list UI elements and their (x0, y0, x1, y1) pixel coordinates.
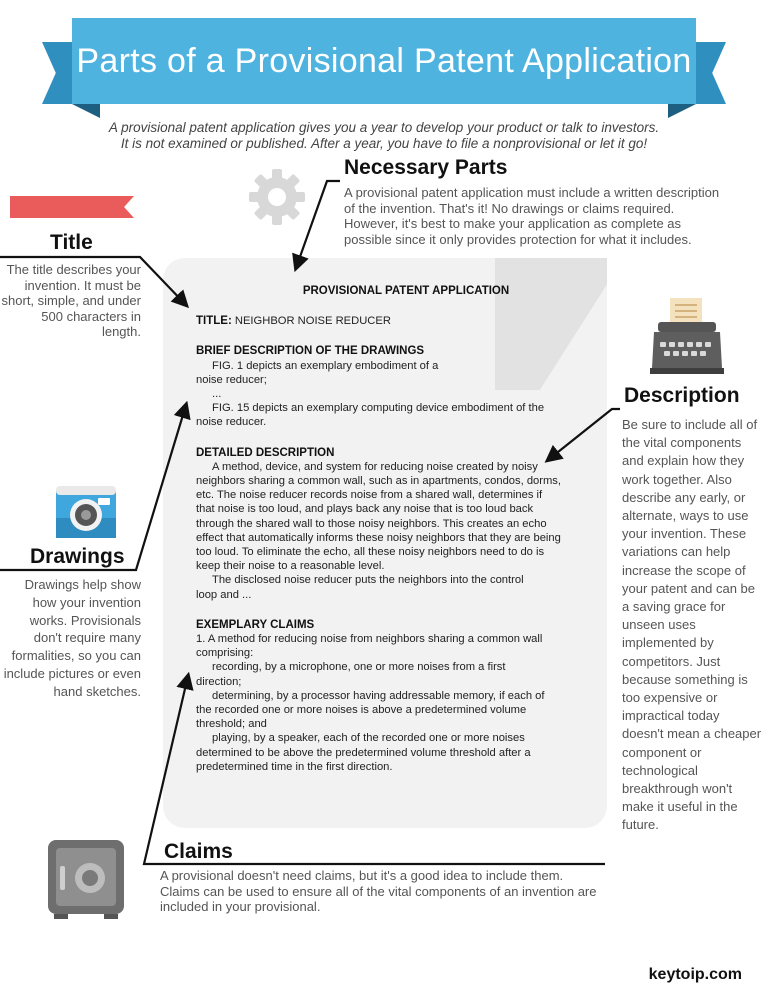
detailed-paragraph-1: A method, device, and system for reducing noise created by noisy neighbors sharing a common wall, such as in apartments, condos, dorms, etc. The noise reducer records noise from a shared wall, determines if that noise is too loud, and plays back any noise that is too loud back through the shared wall to those noisy neighbors. This creates an echo effect that automatically informs these noisy neighbors that they are being too loud. To eliminate the echo, all these noisy neighbors need to do is keep their noise to a reasonable level. (196, 460, 562, 573)
claims-heading: EXEMPLARY CLAIMS (196, 618, 315, 631)
claim-step-c: playing, by a speaker, each of the recorded one or more noises determined to be above the predetermined volume threshold after a predetermined time in the first direction. (196, 732, 531, 773)
drawings-text: Drawings help show how your invention works. Provisionals don't require many formalities, so you can include pictures or even hand sketches. (3, 577, 141, 699)
detailed-paragraph-2: The disclosed noise reducer puts the neighbors into the control loop and ... (196, 574, 524, 601)
claim-step-a: recording, by a microphone, one or more noises from a first direction; (196, 661, 506, 688)
necessary-parts-text: A provisional patent application must include a written description of the invention. That's it! No drawings or claims required. However, it's best to make your application as complete as possible since it only provides protection for what it includes. (344, 185, 720, 247)
brief-item-2: FIG. 15 depicts an exemplary computing device embodiment of the noise reducer. (196, 402, 545, 429)
necessary-parts-heading: Necessary Parts (344, 156, 508, 179)
document-title-label: TITLE: (196, 315, 232, 328)
claims-arrow (144, 676, 188, 864)
document-title-value: NEIGHBOR NOISE REDUCER (234, 315, 391, 328)
brief-item-1: FIG. 1 depicts an exemplary embodiment of a noise reducer; (196, 359, 439, 386)
drawings-heading: Drawings (30, 545, 125, 568)
intro-line-2: It is not examined or published. After a year, you have to file a nonprovisional or let it go! (120, 136, 648, 151)
description-text: Be sure to include all of the vital components and explain how they work together. Also describe any early, or alternate, ways to use your invention. These variations can help increase the scope of your patent and can be a saving grace for unseen uses implemented by competitors. Just because something is too expensive or impractical today doesn't mean a cheaper component or technological breakthrough won't make it useful in the future. (622, 417, 762, 833)
document-header: PROVISIONAL PATENT APPLICATION (302, 285, 510, 297)
title-text: The title describes your invention. It must be short, simple, and under 500 characters in length. (1, 262, 141, 339)
title-heading: Title (50, 231, 93, 254)
brand-logo-text[interactable]: keytoip.com (648, 966, 742, 983)
title-arrow (0, 257, 186, 305)
page-title: Parts of a Provisional Patent Application (76, 41, 692, 80)
intro-line-1: A provisional patent application gives you a year to develop your product or talk to investors. (108, 120, 660, 135)
brief-ellipsis: ... (212, 388, 222, 401)
description-heading: Description (624, 384, 740, 407)
claim-1: 1. A method for reducing noise from neighbors sharing a common wall comprising: (196, 633, 543, 660)
drawings-arrow (0, 405, 186, 570)
claims-section-text: A provisional doesn't need claims, but it's a good idea to include them. Claims can be used to ensure all of the vital components of an invention are included in your provisional. (160, 868, 597, 914)
description-arrow (548, 409, 620, 460)
claims-section-heading: Claims (164, 840, 233, 863)
detailed-heading: DETAILED DESCRIPTION (196, 446, 335, 459)
claim-step-b: determining, by a processor having addressable memory, if each of the recorded one or more noises is above a predetermined volume threshold; and (196, 689, 545, 731)
brief-heading: BRIEF DESCRIPTION OF THE DRAWINGS (196, 345, 425, 358)
necessary-arrow (296, 181, 340, 268)
